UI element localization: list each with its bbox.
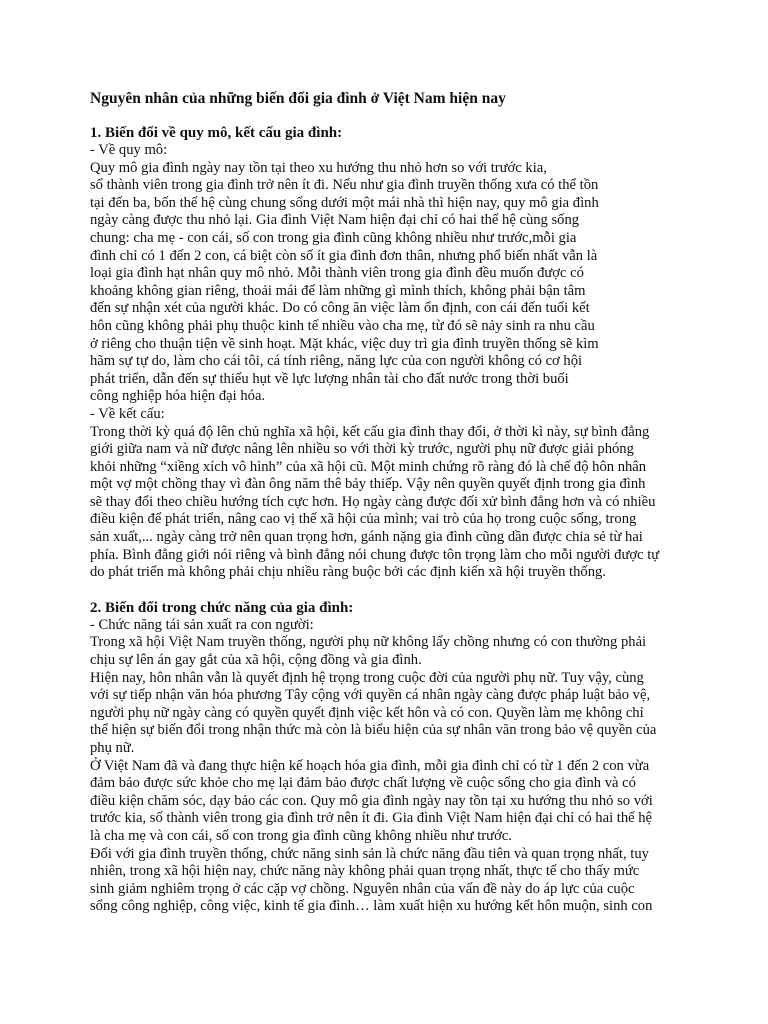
section-1-body [90,142,690,582]
section-1-heading: 1. Biến đổi về quy mô, kết cấu gia đình: [90,125,343,141]
text-line: Hiện nay, hôn nhân vẫn là quyết định hệ trọng trong cuộc đời của người phụ nữ. Tuy vậy, cùng [90,669,644,686]
text-line: thể hiện sự biến đổi trong nhận thức mà còn là biểu hiện của sự nhân văn trong bảo vệ quyền của [90,722,657,739]
text-line: với sự tiếp nhận văn hóa phương Tây cộng với quyền cá nhân ngày càng được pháp luật bảo vệ, [90,687,651,704]
text-line: sản xuất,... ngày càng trở nên quan trọng hơn, gánh nặng gia đình cũng dần được chia sẻ từ hai [90,529,643,546]
text-line: Quy mô gia đình ngày nay tồn tại theo xu hướng thu nhỏ hơn so với trước kia, [90,159,547,176]
text-line: sống công nghiệp, công việc, kinh tế gia đình… làm xuất hiện xu hướng kết hôn muộn, sinh con [90,898,653,915]
document-page [90,90,690,916]
text-line: điều kiện để phát triển, nâng cao vị thế xã hội của mình; vai trò của họ trong cuộc sống, trong [90,511,637,528]
text-line: điều kiện chăm sóc, dạy bảo các con. Quy mô gia đình ngày nay tồn tại xu hướng thu nhỏ so với [90,792,653,809]
text-line: sẽ thay đổi theo chiều hướng tích cực hơn. Họ ngày càng được đối xử bình đẳng hơn và có nhiều [90,493,656,510]
text-line: khoảng không gian riêng, thoải mái để làm những gì mình thích, không phải bận tâm [90,282,586,299]
text-line: hôn cũng không phải phụ thuộc kinh tế nhiều vào cha mẹ, từ đó sẽ nảy sinh ra nhu cầu [90,317,595,334]
text-line: đình chỉ có 1 đến 2 con, cá biệt còn số ít gia đình đơn thân, nhưng phổ biến nhất vẫn là [90,247,598,264]
text-line: nhiên, trong xã hội hiện nay, chức năng này không phải quan trọng nhất, thực tế cho thấy mức [90,863,640,880]
text-line: khỏi những “xiềng xích vô hình” của xã hội cũ. Một minh chứng rõ ràng đó là chế độ hôn nhân [90,458,647,475]
text-line: là cha mẹ và con cái, số con trong gia đình cũng không nhiều như trước. [90,827,512,844]
text-line: Ở Việt Nam đã và đang thực hiện kế hoạch hóa gia đình, mỗi gia đình chỉ có từ 1 đến 2 con vừa [90,757,650,774]
text-line: hãm sự tự do, làm cho cái tôi, cá tính riêng, năng lực của con người không có cơ hội [90,353,583,370]
text-line: Trong xã hội Việt Nam truyền thống, người phụ nữ không lấy chồng nhưng có con thường phải [90,634,647,651]
text-line: số thành viên trong gia đình trở nên ít đi. Nếu như gia đình truyền thống xưa có thể tồn [90,177,599,194]
text-line: - Về quy mô: [90,142,168,158]
text-line: người phụ nữ ngày càng có quyền quyết định việc kết hôn và có con. Quyền làm mẹ không chỉ [90,704,644,721]
text-line: phụ nữ. [90,740,135,756]
text-line: đến sự nhận xét của người khác. Do có công ăn việc làm ổn định, con cái đến tuổi kết [90,300,590,317]
section-2-heading: 2. Biến đổi trong chức năng của gia đình: [90,599,354,616]
text-line: phát triển, dẫn đến sự thiếu hụt về lực lượng nhân tài cho đất nước trong thời buổi [90,370,569,387]
section-2-body [90,617,690,916]
text-line: sinh giảm nghiêm trọng ở các cặp vợ chồng. Nguyên nhân của vấn đề này do áp lực của cuộc [90,880,635,897]
text-line: - Chức năng tái sản xuất ra con người: [90,616,314,633]
text-line: chung: cha mẹ - con cái, số con trong gia đình cũng không nhiều như trước,mỗi gia [90,229,577,246]
text-line: một vợ một chồng thay vì đàn ông năm thê bảy thiếp. Vậy nên quyền quyết định trong gia đình [90,476,646,493]
text-line: Trong thời kỳ quá độ lên chủ nghĩa xã hội, kết cấu gia đình thay đổi, ở thời kì này, sự bình đẳng [90,423,650,440]
text-line: - Về kết cấu: [90,405,165,422]
text-line: phía. Bình đẳng giới nói riêng và bình đẳng nói chung được tôn trọng làm cho mỗi người được tự [90,546,660,563]
text-line: công nghiệp hóa hiện đại hóa. [90,388,266,405]
text-line: loại gia đình hạt nhân quy mô nhỏ. Mỗi thành viên trong gia đình đều muốn được có [90,265,584,282]
text-line: ở riêng cho thuận tiện về sinh hoạt. Mặt khác, việc duy trì gia đình truyền thống sẽ kìm [90,335,599,352]
text-line: ngày càng được thu nhỏ lại. Gia đình Việt Nam hiện đại chỉ có hai thế hệ cùng sống [90,212,580,229]
text-line: trước kia, số thành viên trong gia đình trở nên ít đi. Gia đình Việt Nam hiện đại chỉ có hai thế hệ [90,810,653,827]
text-line: do phát triển mà không phải chịu nhiều ràng buộc bởi các định kiến xã hội truyền thống. [90,564,606,581]
section-spacer [90,582,690,599]
text-line: Đối với gia đình truyền thống, chức năng sinh sản là chức năng đầu tiên và quan trọng nhất, tuy [90,845,649,862]
text-line: tại đến ba, bốn thế hệ cùng chung sống dưới một mái nhà thì hiện nay, quy mô gia đình [90,194,599,211]
text-line: giới giữa nam và nữ được nâng lên nhiều so với thời kỳ trước, người phụ nữ được giải phóng [90,441,634,458]
document-title: Nguyên nhân của những biến đổi gia đình ở Việt Nam hiện nay [90,90,506,107]
text-line: đảm bảo được sức khỏe cho mẹ lại đảm bảo được chất lượng về cuộc sống cho gia đình và có [90,775,636,792]
text-line: chịu sự lên án gay gắt của xã hội, cộng đồng và gia đình. [90,652,422,669]
